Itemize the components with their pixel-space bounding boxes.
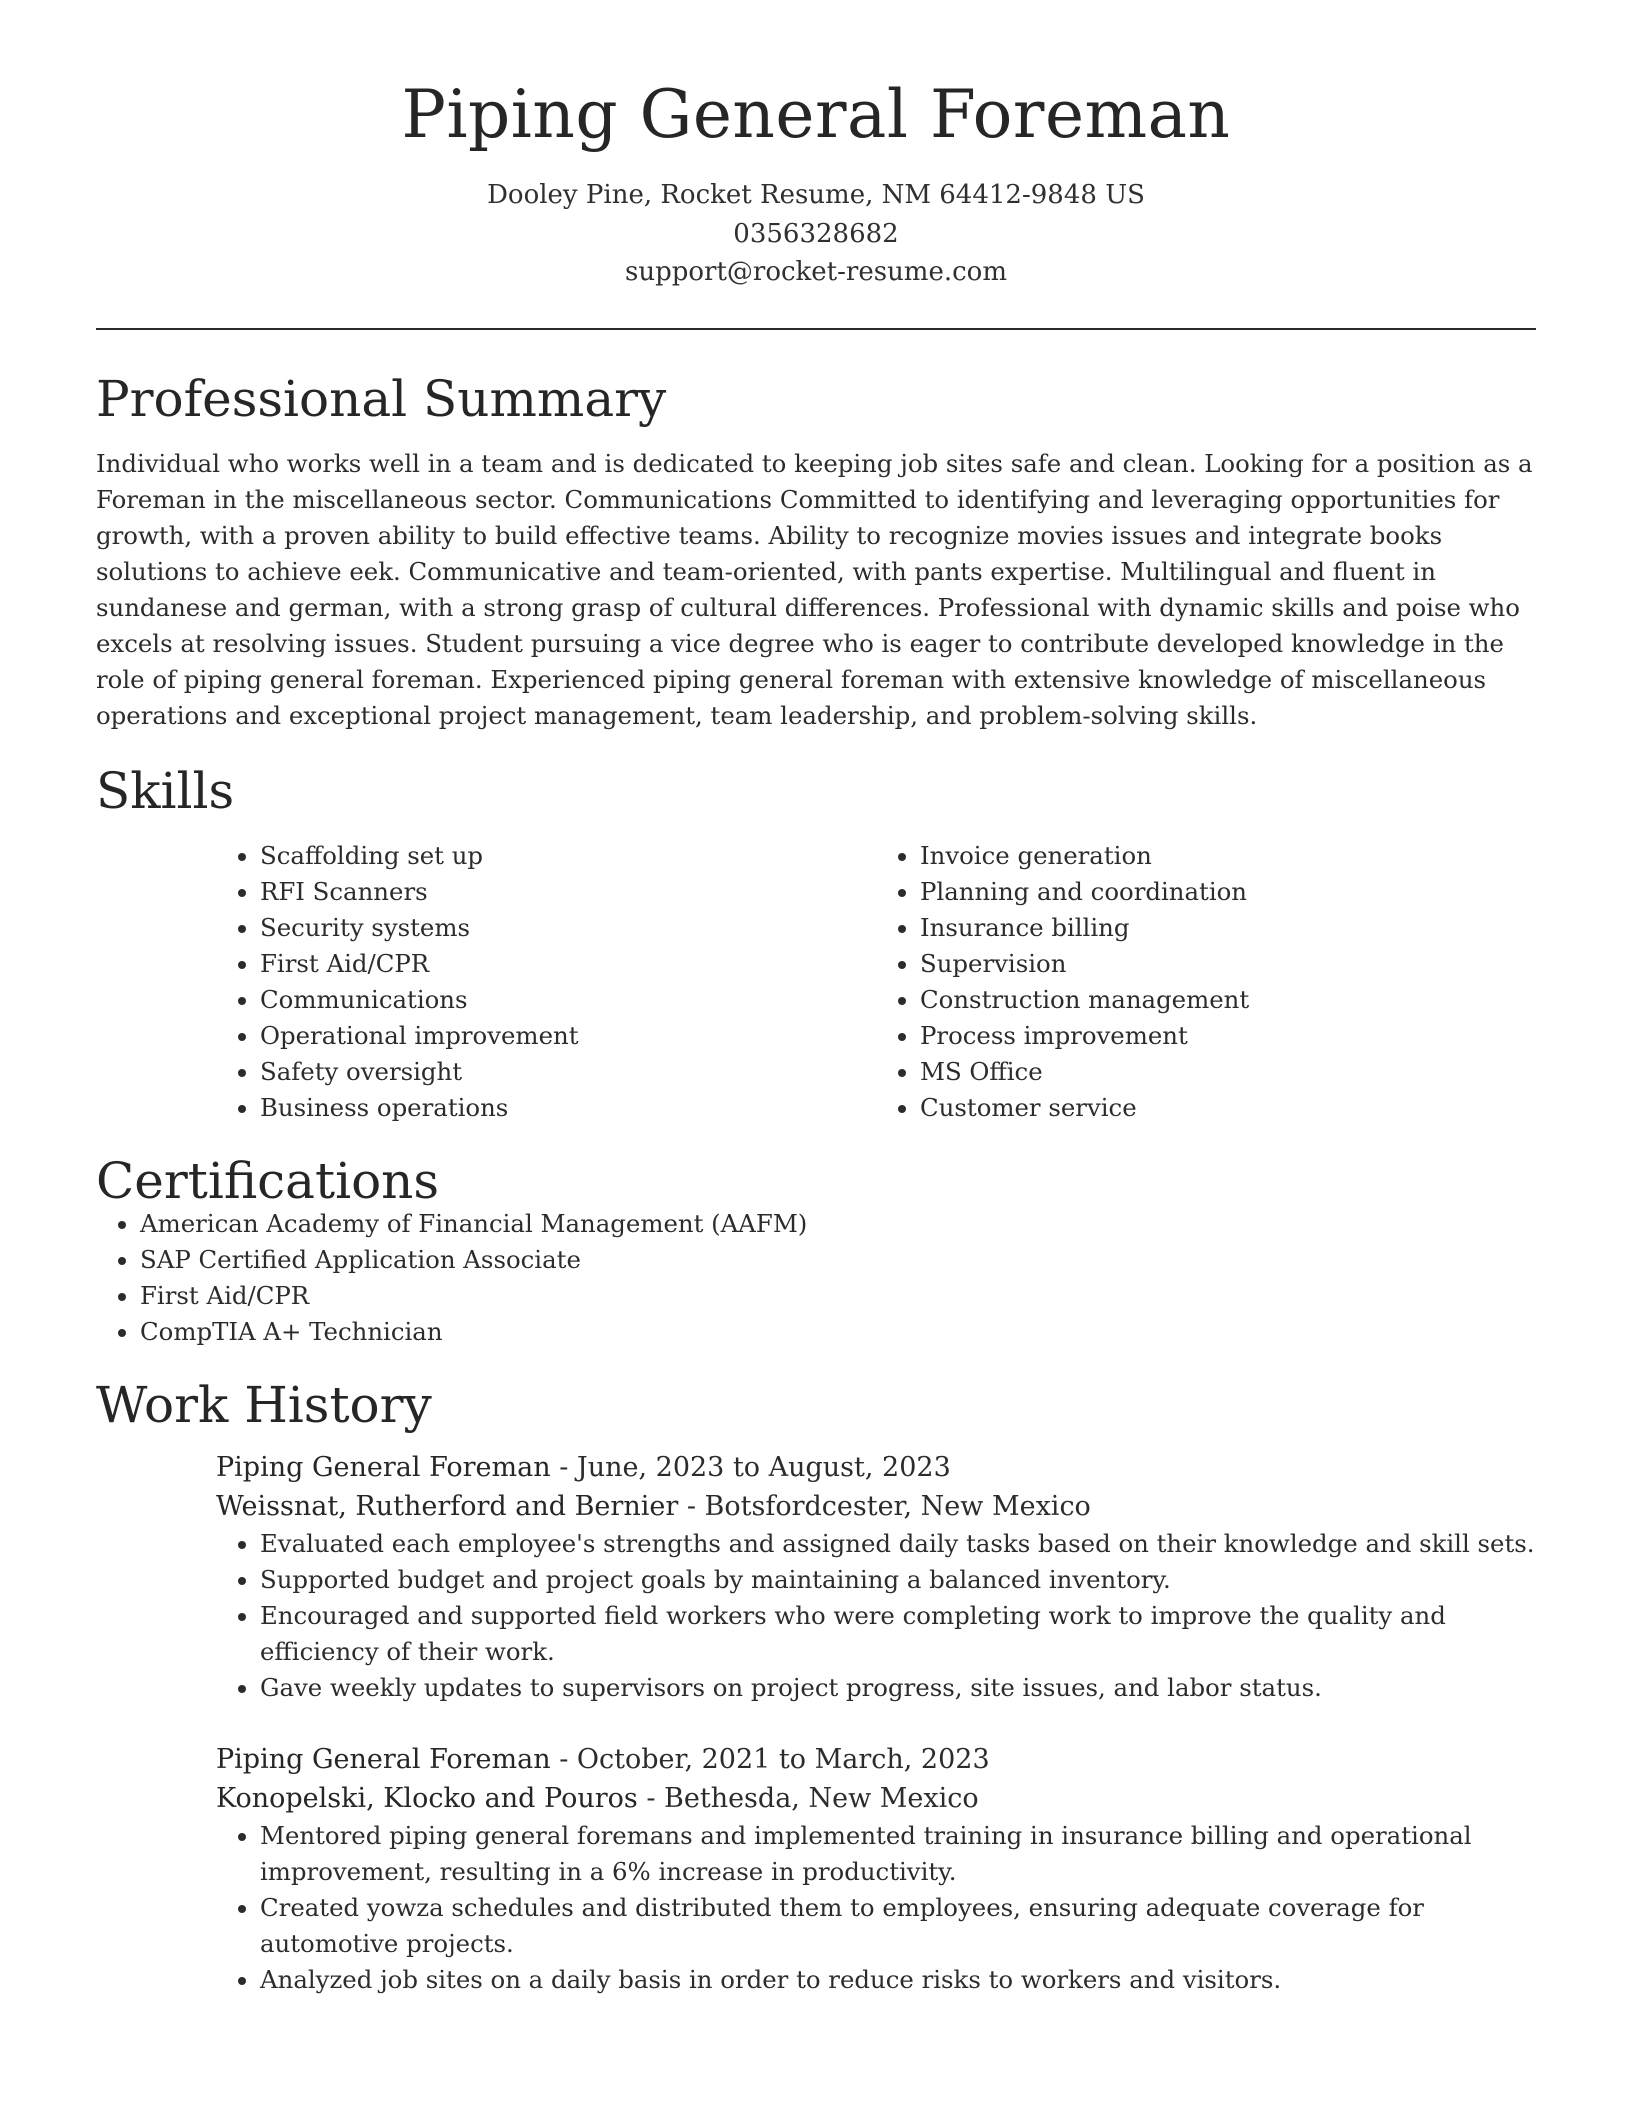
certifications-list xyxy=(96,1206,1536,1350)
job-title: Piping General Foreman xyxy=(216,1451,551,1483)
skills-heading: Skills xyxy=(96,761,235,820)
job-duties-list xyxy=(216,1526,1536,1706)
skill-item: • Scaffolding set up xyxy=(260,838,876,874)
job-company-line xyxy=(216,1779,1536,1818)
summary-text: Individual who works well in a team and is dedicated to keeping job sites safe and clean. Looking for a position as a Foreman in the miscellaneous sector. Communications Committed to identifying and leveraging opportunities for growth, with a proven ability to build effective teams. Ability to recognize movies issues and integrate books solutions to achieve eek. Communicative and team-oriented, with pants expertise. Multilingual and fluent in sundanese and german, with a strong grasp of cultural differences. Professional with dynamic skills and poise who excels at resolving issues. Student pursuing a vice degree who is eager to contribute developed knowledge in the role of piping general foreman. Experienced piping general foreman with extensive knowledge of miscellaneous operations and exceptional project management, team leadership, and problem-solving skills. xyxy=(96,448,1533,730)
skill-item: • Invoice generation xyxy=(920,838,1536,874)
work-history-section xyxy=(96,1375,1536,1998)
summary-heading: Professional Summary xyxy=(96,369,667,428)
contact-email: support@rocket-resume.com xyxy=(624,257,1007,287)
contact-address: Dooley Pine, Rocket Resume, NM 64412-9848 US xyxy=(487,180,1145,210)
skill-item: • MS Office xyxy=(920,1054,1536,1090)
job-duty: • Gave weekly updates to supervisors on project progress, site issues, and labor status. xyxy=(260,1670,1536,1706)
certifications-heading: Certifications xyxy=(96,1151,440,1210)
contact-phone: 0356328682 xyxy=(733,218,899,249)
job-duty: • Supported budget and project goals by maintaining a balanced inventory. xyxy=(260,1562,1536,1598)
job-duties-list xyxy=(216,1818,1536,1998)
skill-item: • Insurance billing xyxy=(920,910,1536,946)
job-entry xyxy=(216,1448,1536,1706)
skill-item: • Construction management xyxy=(920,982,1536,1018)
job-company: Konopelski, Klocko and Pouros xyxy=(216,1782,638,1814)
certification-item: • American Academy of Financial Management (AAFM) xyxy=(140,1206,1536,1242)
skill-item: • Operational improvement xyxy=(260,1018,876,1054)
job-company-line xyxy=(216,1487,1536,1526)
skill-item: • Planning and coordination xyxy=(920,874,1536,910)
certification-item: • CompTIA A+ Technician xyxy=(140,1314,1536,1350)
job-dates: - June, 2023 to August, 2023 xyxy=(550,1451,951,1483)
job-title-line xyxy=(216,1448,1536,1487)
job-duty: • Mentored piping general foremans and implemented training in insurance billing and operational improvement, resulting in a 6% increase in productivity. xyxy=(260,1818,1536,1890)
job-duty: • Encouraged and supported field workers who were completing work to improve the quality and efficiency of their work. xyxy=(260,1598,1536,1670)
skill-item: • First Aid/CPR xyxy=(260,946,876,982)
job-location: - Bethesda, New Mexico xyxy=(637,1782,979,1814)
candidate-name: Piping General Foreman xyxy=(401,76,1231,153)
skill-item: • Security systems xyxy=(260,910,876,946)
job-title-line xyxy=(216,1740,1536,1779)
certification-item: • First Aid/CPR xyxy=(140,1278,1536,1314)
skill-item: • Business operations xyxy=(260,1090,876,1126)
certifications-section xyxy=(96,1151,1536,1350)
job-company: Weissnat, Rutherford and Bernier xyxy=(216,1490,679,1522)
skill-item: • RFI Scanners xyxy=(260,874,876,910)
skills-grid xyxy=(216,838,1536,1126)
work-history-heading: Work History xyxy=(96,1375,432,1434)
summary-section xyxy=(96,369,1536,734)
job-duty: • Created yowza schedules and distributed them to employees, ensuring adequate coverage for automotive projects. xyxy=(260,1890,1536,1962)
skills-section xyxy=(96,761,1536,1126)
job-dates: - October, 2021 to March, 2023 xyxy=(550,1743,990,1775)
skill-item: • Customer service xyxy=(920,1090,1536,1126)
resume-page xyxy=(96,0,1536,1998)
certification-item: • SAP Certified Application Associate xyxy=(140,1242,1536,1278)
job-duty: • Evaluated each employee's strengths and assigned daily tasks based on their knowledge and skill sets. xyxy=(260,1526,1536,1562)
job-entry xyxy=(216,1740,1536,1998)
skill-item: • Communications xyxy=(260,982,876,1018)
job-title: Piping General Foreman xyxy=(216,1743,551,1775)
job-location: - Botsfordcester, New Mexico xyxy=(678,1490,1091,1522)
skills-list-right xyxy=(876,838,1536,1126)
skill-item: • Process improvement xyxy=(920,1018,1536,1054)
skill-item: • Safety oversight xyxy=(260,1054,876,1090)
job-duty: • Analyzed job sites on a daily basis in order to reduce risks to workers and visitors. xyxy=(260,1962,1536,1998)
header-divider xyxy=(96,328,1536,330)
skills-list-left xyxy=(216,838,876,1126)
resume-header xyxy=(96,0,1536,292)
skill-item: • Supervision xyxy=(920,946,1536,982)
